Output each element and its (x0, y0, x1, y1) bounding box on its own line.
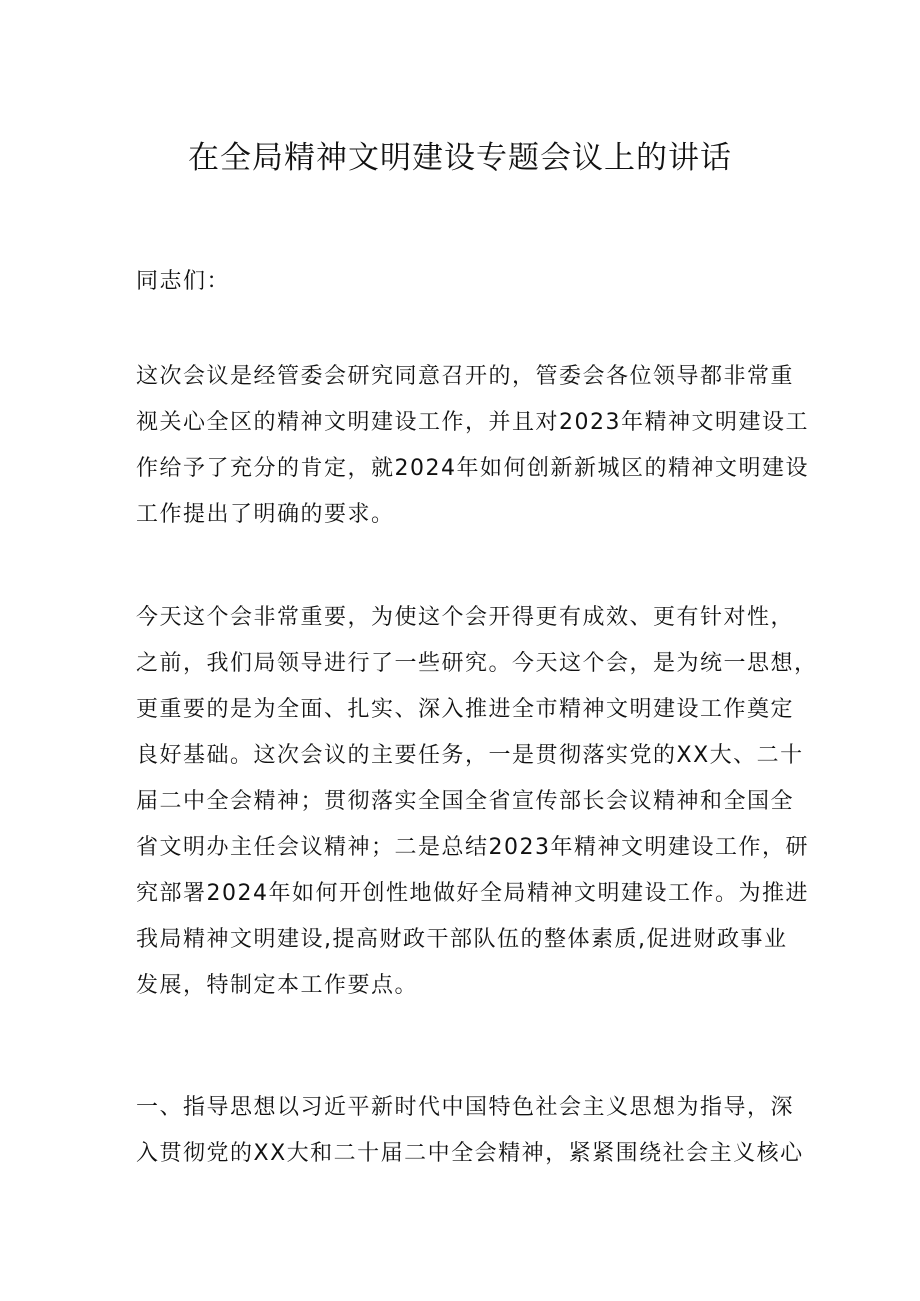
paragraph-line: 届二中全会精神；贯彻落实全国全省宣传部长会议精神和全国全 (136, 789, 795, 814)
document-title: 在全局精神文明建设专题会议上的讲话 (188, 140, 732, 176)
paragraph-line: 作给予了充分的肯定，就2024年如何创新新城区的精神文明建设 (136, 456, 809, 481)
paragraph-line: 工作提出了明确的要求。 (136, 502, 395, 527)
paragraph-line: 良好基础。这次会议的主要任务，一是贯彻落实党的XX大、二十 (136, 743, 804, 768)
paragraph-line: 省文明办主任会议精神；二是总结2023年精神文明建设工作，研 (136, 835, 809, 860)
salutation-text: 同志们： (136, 269, 231, 294)
paragraph-line: 究部署2024年如何开创性地做好全局精神文明建设工作。为推进 (136, 881, 809, 906)
paragraph-line: 视关心全区的精神文明建设工作，并且对2023年精神文明建设工 (136, 410, 809, 435)
paragraph-line: 今天这个会非常重要，为使这个会开得更有成效、更有针对性， (136, 605, 795, 630)
paragraph-line: 这次会议是经管委会研究同意召开的，管委会各位领导都非常重 (136, 364, 795, 389)
salutation (136, 259, 796, 305)
paragraph-1 (136, 354, 809, 538)
paragraph-line: 发展，特制定本工作要点。 (136, 973, 419, 998)
paragraph-2 (136, 595, 818, 1009)
paragraph-3 (136, 1085, 804, 1177)
paragraph-line: 一、指导思想以习近平新时代中国特色社会主义思想为指导，深 (136, 1095, 795, 1120)
paragraph-line: 入贯彻党的XX大和二十届二中全会精神，紧紧围绕社会主义核心 (136, 1141, 804, 1166)
paragraph-line: 我局精神文明建设,提高财政干部队伍的整体素质,促进财政事业 (136, 927, 788, 952)
paragraph-line: 之前，我们局领导进行了一些研究。今天这个会，是为统一思想， (136, 651, 818, 676)
paragraph-line: 更重要的是为全面、扎实、深入推进全市精神文明建设工作奠定 (136, 697, 795, 722)
